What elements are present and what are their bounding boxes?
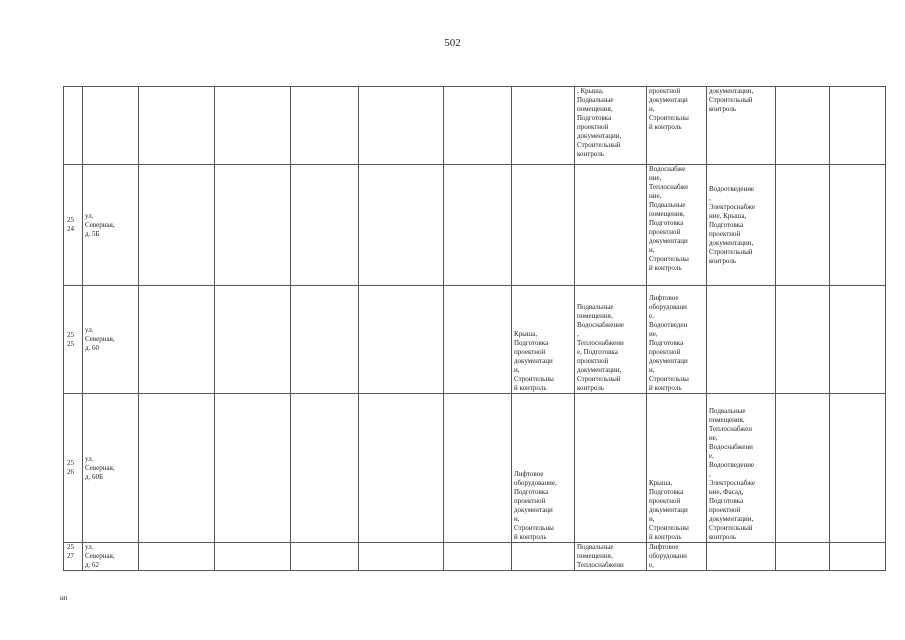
table-row — [64, 394, 886, 543]
address-cell: ул. Северная, д. 60 — [83, 286, 139, 394]
works-cell: Крыша, Подготовка проектной документаци и, Строительны й контроль — [512, 286, 575, 394]
schedule-table — [63, 86, 886, 571]
empty-cell — [776, 543, 830, 571]
empty-cell — [139, 165, 215, 286]
empty-cell — [215, 87, 291, 165]
empty-cell — [291, 543, 359, 571]
empty-cell — [830, 165, 886, 286]
works-cell: Подвальные помещения, Водоснабжение , Теплоснабжени е, Подготовка проектной документации, Строительный контроль — [575, 286, 647, 394]
works-cell — [707, 543, 776, 571]
empty-cell — [830, 87, 886, 165]
works-cell: документации, Строительный контроль — [707, 87, 776, 165]
row-number-cell: 25 26 — [64, 394, 83, 543]
address-cell: ул. Северная, д. 60Б — [83, 394, 139, 543]
empty-cell — [444, 87, 512, 165]
address-cell — [83, 87, 139, 165]
table-row — [64, 87, 886, 165]
empty-cell — [291, 165, 359, 286]
table-row — [64, 165, 886, 286]
empty-cell — [139, 87, 215, 165]
empty-cell — [359, 165, 444, 286]
empty-cell — [215, 165, 291, 286]
empty-cell — [139, 543, 215, 571]
works-cell: Водоотведение , Электроснабже ние, Крыша, Подготовка проектной документации, Строительный контроль — [707, 165, 776, 286]
row-number-cell: 25 27 — [64, 543, 83, 571]
empty-cell — [776, 165, 830, 286]
row-number-cell: 25 25 — [64, 286, 83, 394]
works-cell: Водоснабже ние, Теплоснабже ние, Подвальные помещения, Подготовка проектной документаци и, Строительны й контроль — [647, 165, 707, 286]
empty-cell — [359, 543, 444, 571]
works-cell: Лифтовое оборудовани е, Водоотведен ие, Подготовка проектной документаци и, Строительны й контроль — [647, 286, 707, 394]
works-cell — [575, 165, 647, 286]
empty-cell — [359, 394, 444, 543]
works-cell: Лифтовое оборудование, Подготовка проектной документаци и, Строительны й контроль — [512, 394, 575, 543]
works-cell — [512, 87, 575, 165]
works-cell — [575, 394, 647, 543]
empty-cell — [215, 543, 291, 571]
works-cell — [707, 286, 776, 394]
empty-cell — [776, 286, 830, 394]
works-cell: Подвальные помещения, Теплоснабжени — [575, 543, 647, 571]
empty-cell — [215, 394, 291, 543]
row-number-cell: 25 24 — [64, 165, 83, 286]
empty-cell — [776, 87, 830, 165]
empty-cell — [215, 286, 291, 394]
empty-cell — [444, 165, 512, 286]
empty-cell — [830, 543, 886, 571]
empty-cell — [830, 394, 886, 543]
empty-cell — [291, 87, 359, 165]
works-cell — [512, 165, 575, 286]
works-cell: Лифтовое оборудовани е, — [647, 543, 707, 571]
empty-cell — [776, 394, 830, 543]
empty-cell — [444, 286, 512, 394]
empty-cell — [139, 394, 215, 543]
table-row — [64, 543, 886, 571]
works-cell: Крыша, Подготовка проектной документаци и, Строительны й контроль — [647, 394, 707, 543]
address-cell: ул. Северная, д. 62 — [83, 543, 139, 571]
page-number: 502 — [444, 37, 461, 49]
works-cell: Подвальные помещения, Теплоснабжен ие, Водоснабжени е, Водоотведение , Электроснабже ние, Фасад, Подготовка проектной документации, Строительный контроль — [707, 394, 776, 543]
empty-cell — [444, 394, 512, 543]
empty-cell — [291, 286, 359, 394]
table-row — [64, 286, 886, 394]
works-cell: проектной документаци и, Строительны й контроль — [647, 87, 707, 165]
empty-cell — [359, 286, 444, 394]
works-cell — [512, 543, 575, 571]
empty-cell — [291, 394, 359, 543]
works-cell: , Крыша, Подвальные помещения, Подготовка проектной документации, Строительный контроль — [575, 87, 647, 165]
empty-cell — [359, 87, 444, 165]
empty-cell — [139, 286, 215, 394]
empty-cell — [830, 286, 886, 394]
row-number-cell — [64, 87, 83, 165]
empty-cell — [444, 543, 512, 571]
address-cell: ул. Северная, д. 5Б — [83, 165, 139, 286]
footer-note: нп — [60, 594, 68, 602]
